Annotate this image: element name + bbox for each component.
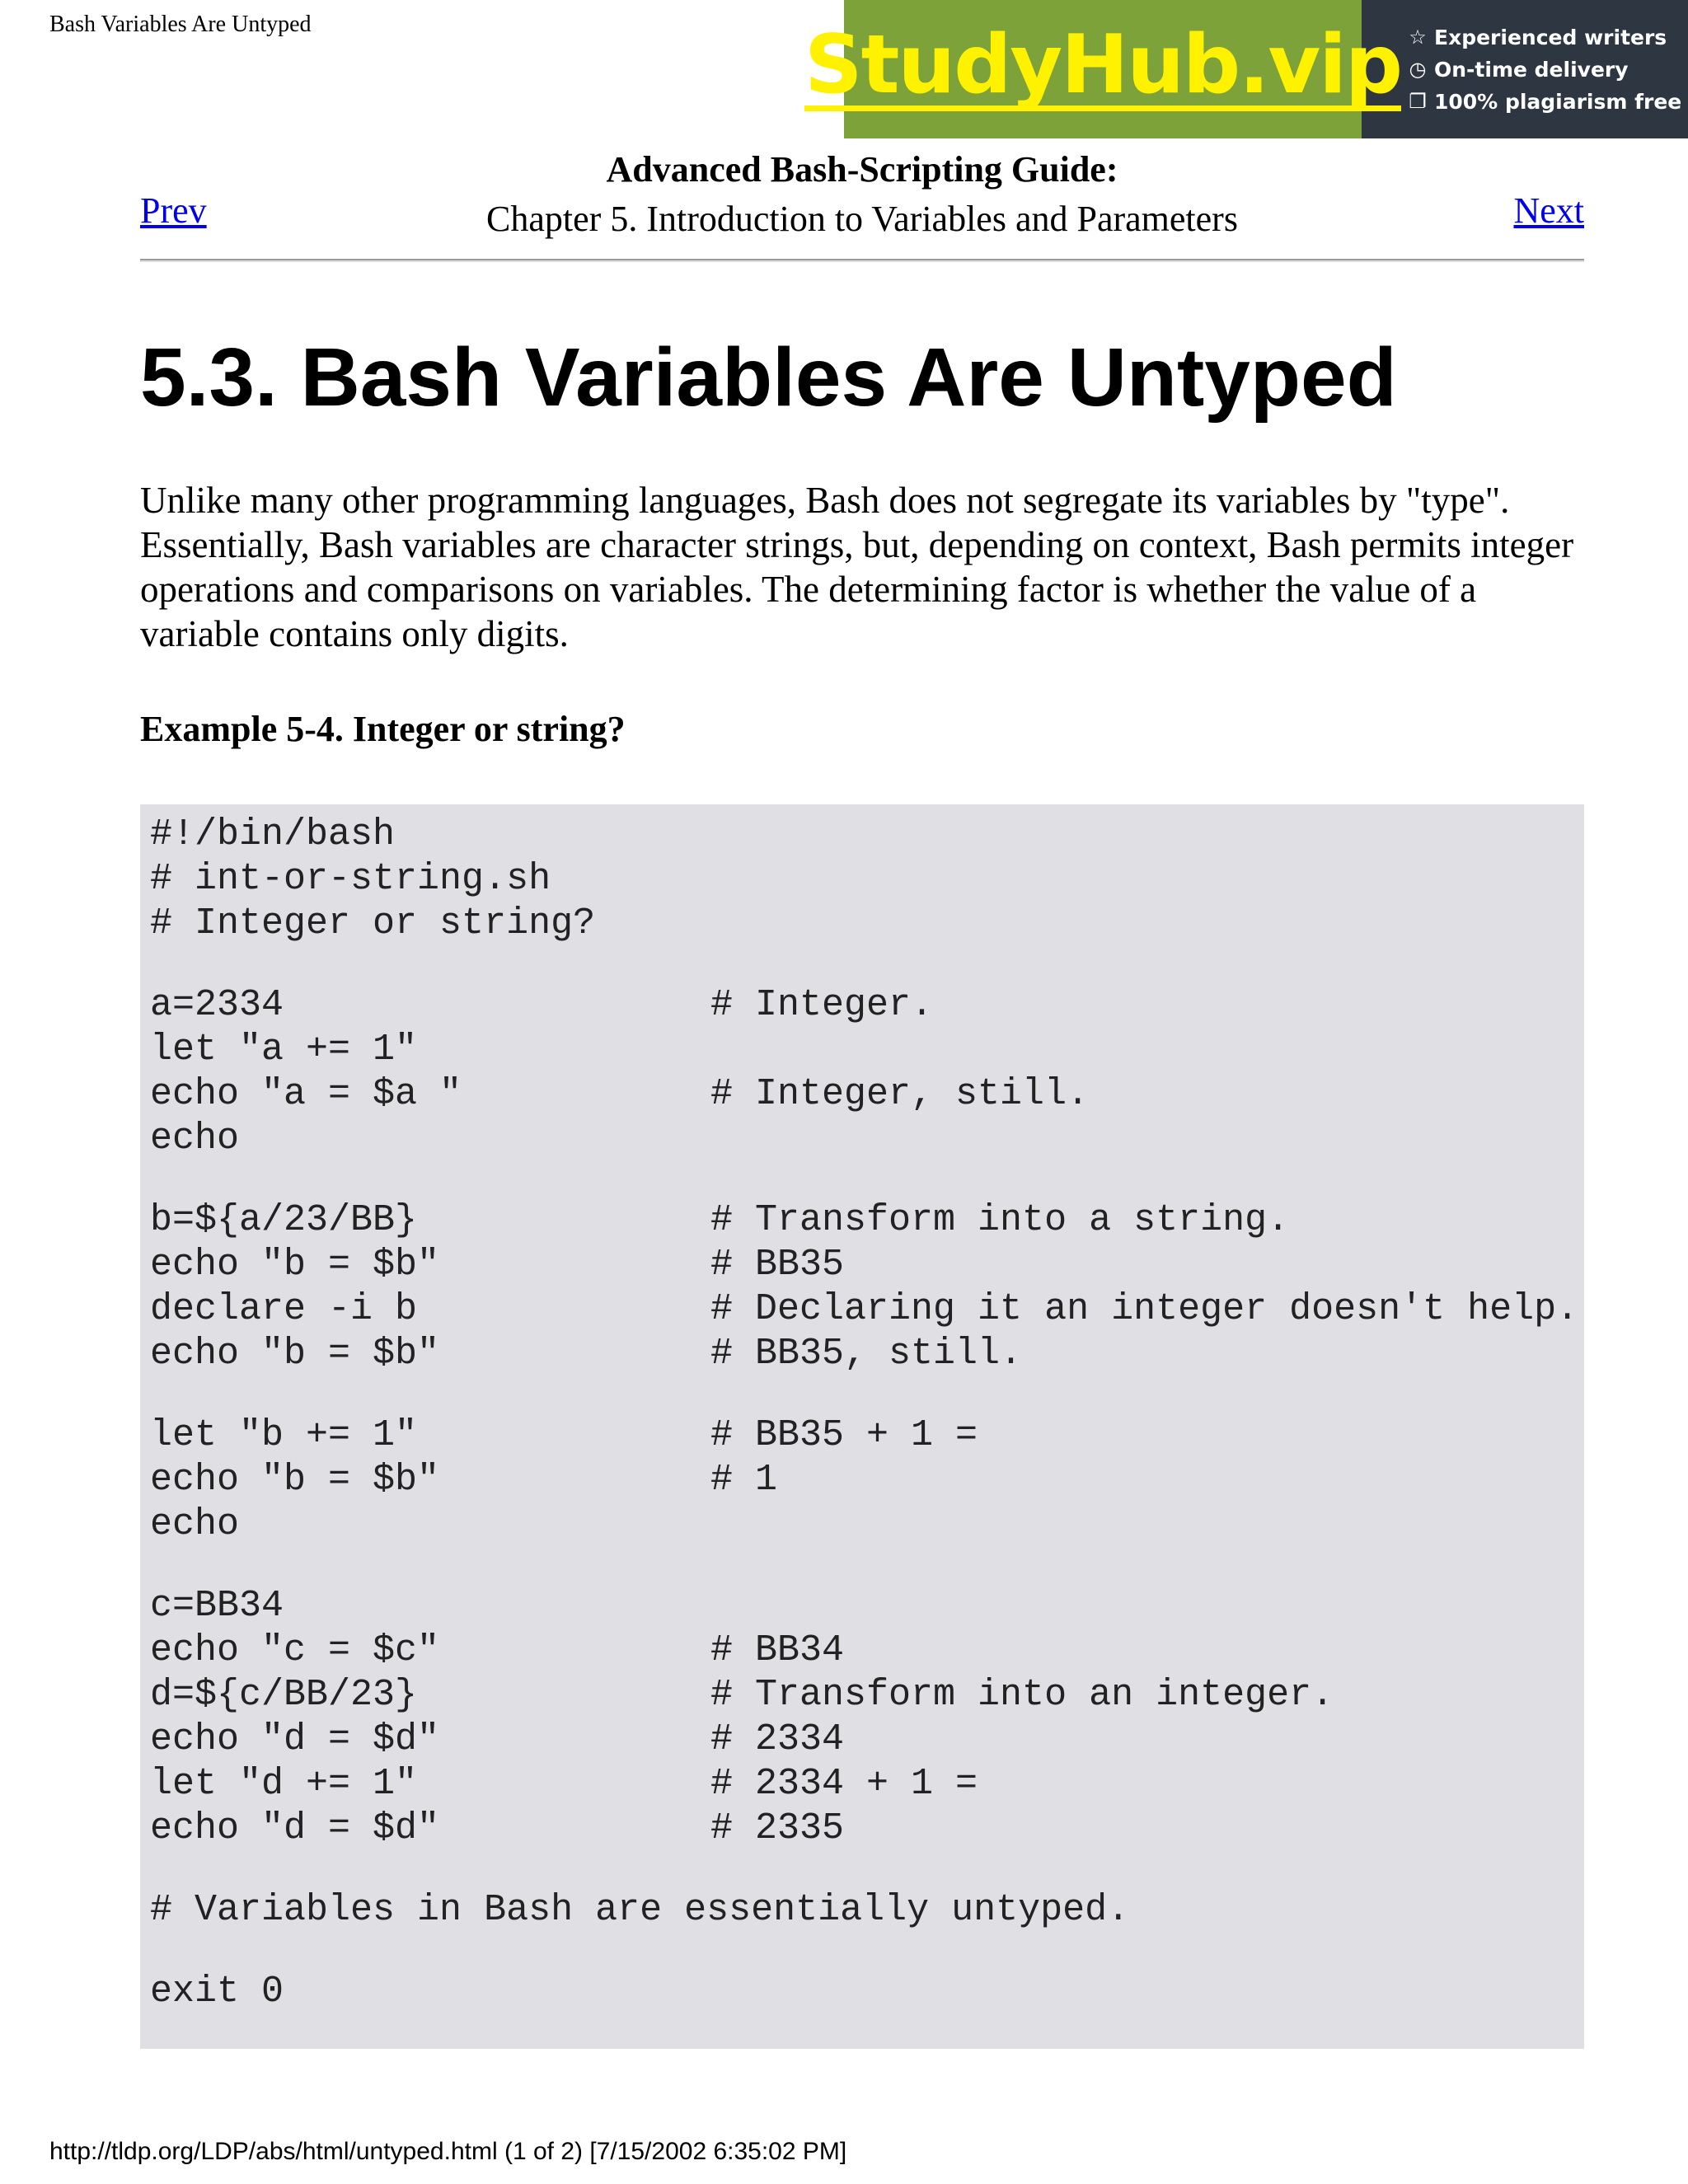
code-gap [150, 946, 1574, 983]
code-command: echo "b = $b" [150, 1244, 440, 1286]
code-line [150, 1117, 1574, 1161]
code-line [150, 1413, 1574, 1458]
header-divider [140, 259, 1584, 262]
code-line [150, 1332, 1574, 1376]
code-command: echo "b = $b" [150, 1333, 440, 1375]
code-line [150, 1198, 1574, 1243]
code-gap [150, 1376, 1574, 1413]
code-command: echo "b = $b" [150, 1459, 440, 1501]
code-listing [140, 804, 1584, 2049]
code-line [150, 1807, 1574, 1851]
banner-feature [1408, 26, 1688, 49]
code-gap [150, 1547, 1574, 1584]
code-comment: # 2335 [710, 1807, 845, 1849]
banner-feature-label: 100% plagiarism free [1434, 89, 1682, 114]
code-line [150, 1888, 1574, 1933]
code-line [150, 1028, 1574, 1072]
code-command: exit 0 [150, 1971, 284, 2013]
code-line [150, 1584, 1574, 1629]
code-comment: # Transform into a string. [710, 1199, 1290, 1241]
code-command: echo "c = $c" [150, 1629, 440, 1671]
studyhub-banner[interactable] [804, 0, 1688, 138]
code-comment: # BB35, still. [710, 1333, 1023, 1375]
page-header-title: Bash Variables Are Untyped [49, 12, 312, 37]
banner-feature-label: Experienced writers [1434, 25, 1667, 49]
code-line [150, 813, 1574, 857]
code-gap [150, 1161, 1574, 1198]
code-command: #!/bin/bash [150, 813, 396, 855]
code-command: echo [150, 1503, 240, 1545]
code-line [150, 902, 1574, 946]
code-command: echo "a = $a " [150, 1073, 462, 1115]
code-command: d=${c/BB/23} [150, 1674, 418, 1716]
code-gap [150, 1851, 1574, 1888]
prev-link[interactable]: Prev [140, 190, 207, 231]
code-command: echo "d = $d" [150, 1718, 440, 1760]
code-command: b=${a/23/BB} [150, 1199, 418, 1241]
code-line [150, 1629, 1574, 1673]
code-line [150, 1762, 1574, 1807]
banner-feature [1408, 90, 1688, 114]
code-command: let "b += 1" [150, 1414, 418, 1456]
banner-feature-label: On-time delivery [1434, 57, 1629, 82]
code-line [150, 983, 1574, 1028]
code-command: # Variables in Bash are essentially untyped. [150, 1889, 1130, 1931]
code-comment: # 1 [710, 1459, 778, 1501]
banner-features [1362, 0, 1688, 138]
chapter-title: Chapter 5. Introduction to Variables and Parameters [486, 199, 1238, 239]
code-command: echo "d = $d" [150, 1807, 440, 1849]
clock-icon: ◷ [1409, 58, 1427, 81]
code-comment: # BB34 [710, 1629, 845, 1671]
code-command: c=BB34 [150, 1585, 284, 1627]
code-line [150, 1502, 1574, 1547]
code-line [150, 1718, 1574, 1762]
code-comment: # 2334 + 1 = [710, 1763, 978, 1805]
code-line [150, 1458, 1574, 1502]
code-command: a=2334 [150, 984, 284, 1026]
code-line [150, 1243, 1574, 1287]
code-command: let "a += 1" [150, 1029, 418, 1071]
copy-icon: ❐ [1409, 90, 1427, 113]
code-line [150, 1287, 1579, 1332]
nav-heading [140, 145, 1584, 244]
banner-logo-area[interactable] [804, 0, 1402, 138]
code-command: # int-or-string.sh [150, 858, 551, 900]
code-comment: # BB35 [710, 1244, 845, 1286]
intro-paragraph: Unlike many other programming languages, Bash does not segregate its variables by "type". Essentially, Bash variables are character strings, but, depending on context, Bash permits integer operations and comparisons on variables. The determining factor is whether the value of a variable contains only digits. [140, 480, 1574, 654]
code-command: let "d += 1" [150, 1763, 418, 1805]
code-command: # Integer or string? [150, 902, 596, 944]
code-gap [150, 1933, 1574, 1970]
code-comment: # 2334 [710, 1718, 845, 1760]
section-title: 5.3. Bash Variables Are Untyped [140, 331, 1397, 424]
code-comment: # Integer, still. [710, 1073, 1090, 1115]
star-icon: ☆ [1409, 26, 1427, 49]
code-comment: # BB35 + 1 = [710, 1414, 978, 1456]
example-title: Example 5-4. Integer or string? [140, 709, 626, 749]
guide-title: Advanced Bash-Scripting Guide: [606, 149, 1118, 190]
next-link[interactable]: Next [1513, 190, 1584, 231]
code-comment: # Transform into an integer. [710, 1674, 1334, 1716]
footer-url: http://tldp.org/LDP/abs/html/untyped.html (1 of 2) [7/15/2002 6:35:02 PM] [49, 2138, 847, 2165]
code-command: echo [150, 1118, 240, 1160]
code-comment: # Declaring it an integer doesn't help. [710, 1288, 1579, 1330]
banner-feature [1408, 58, 1688, 82]
code-comment: # Integer. [710, 984, 934, 1026]
studyhub-logo[interactable]: StudyHub.vip [804, 17, 1402, 112]
code-line [150, 1970, 1574, 2014]
code-command: declare -i b [150, 1288, 418, 1330]
code-line [150, 1072, 1574, 1117]
code-line [150, 857, 1574, 902]
code-line [150, 1673, 1574, 1718]
